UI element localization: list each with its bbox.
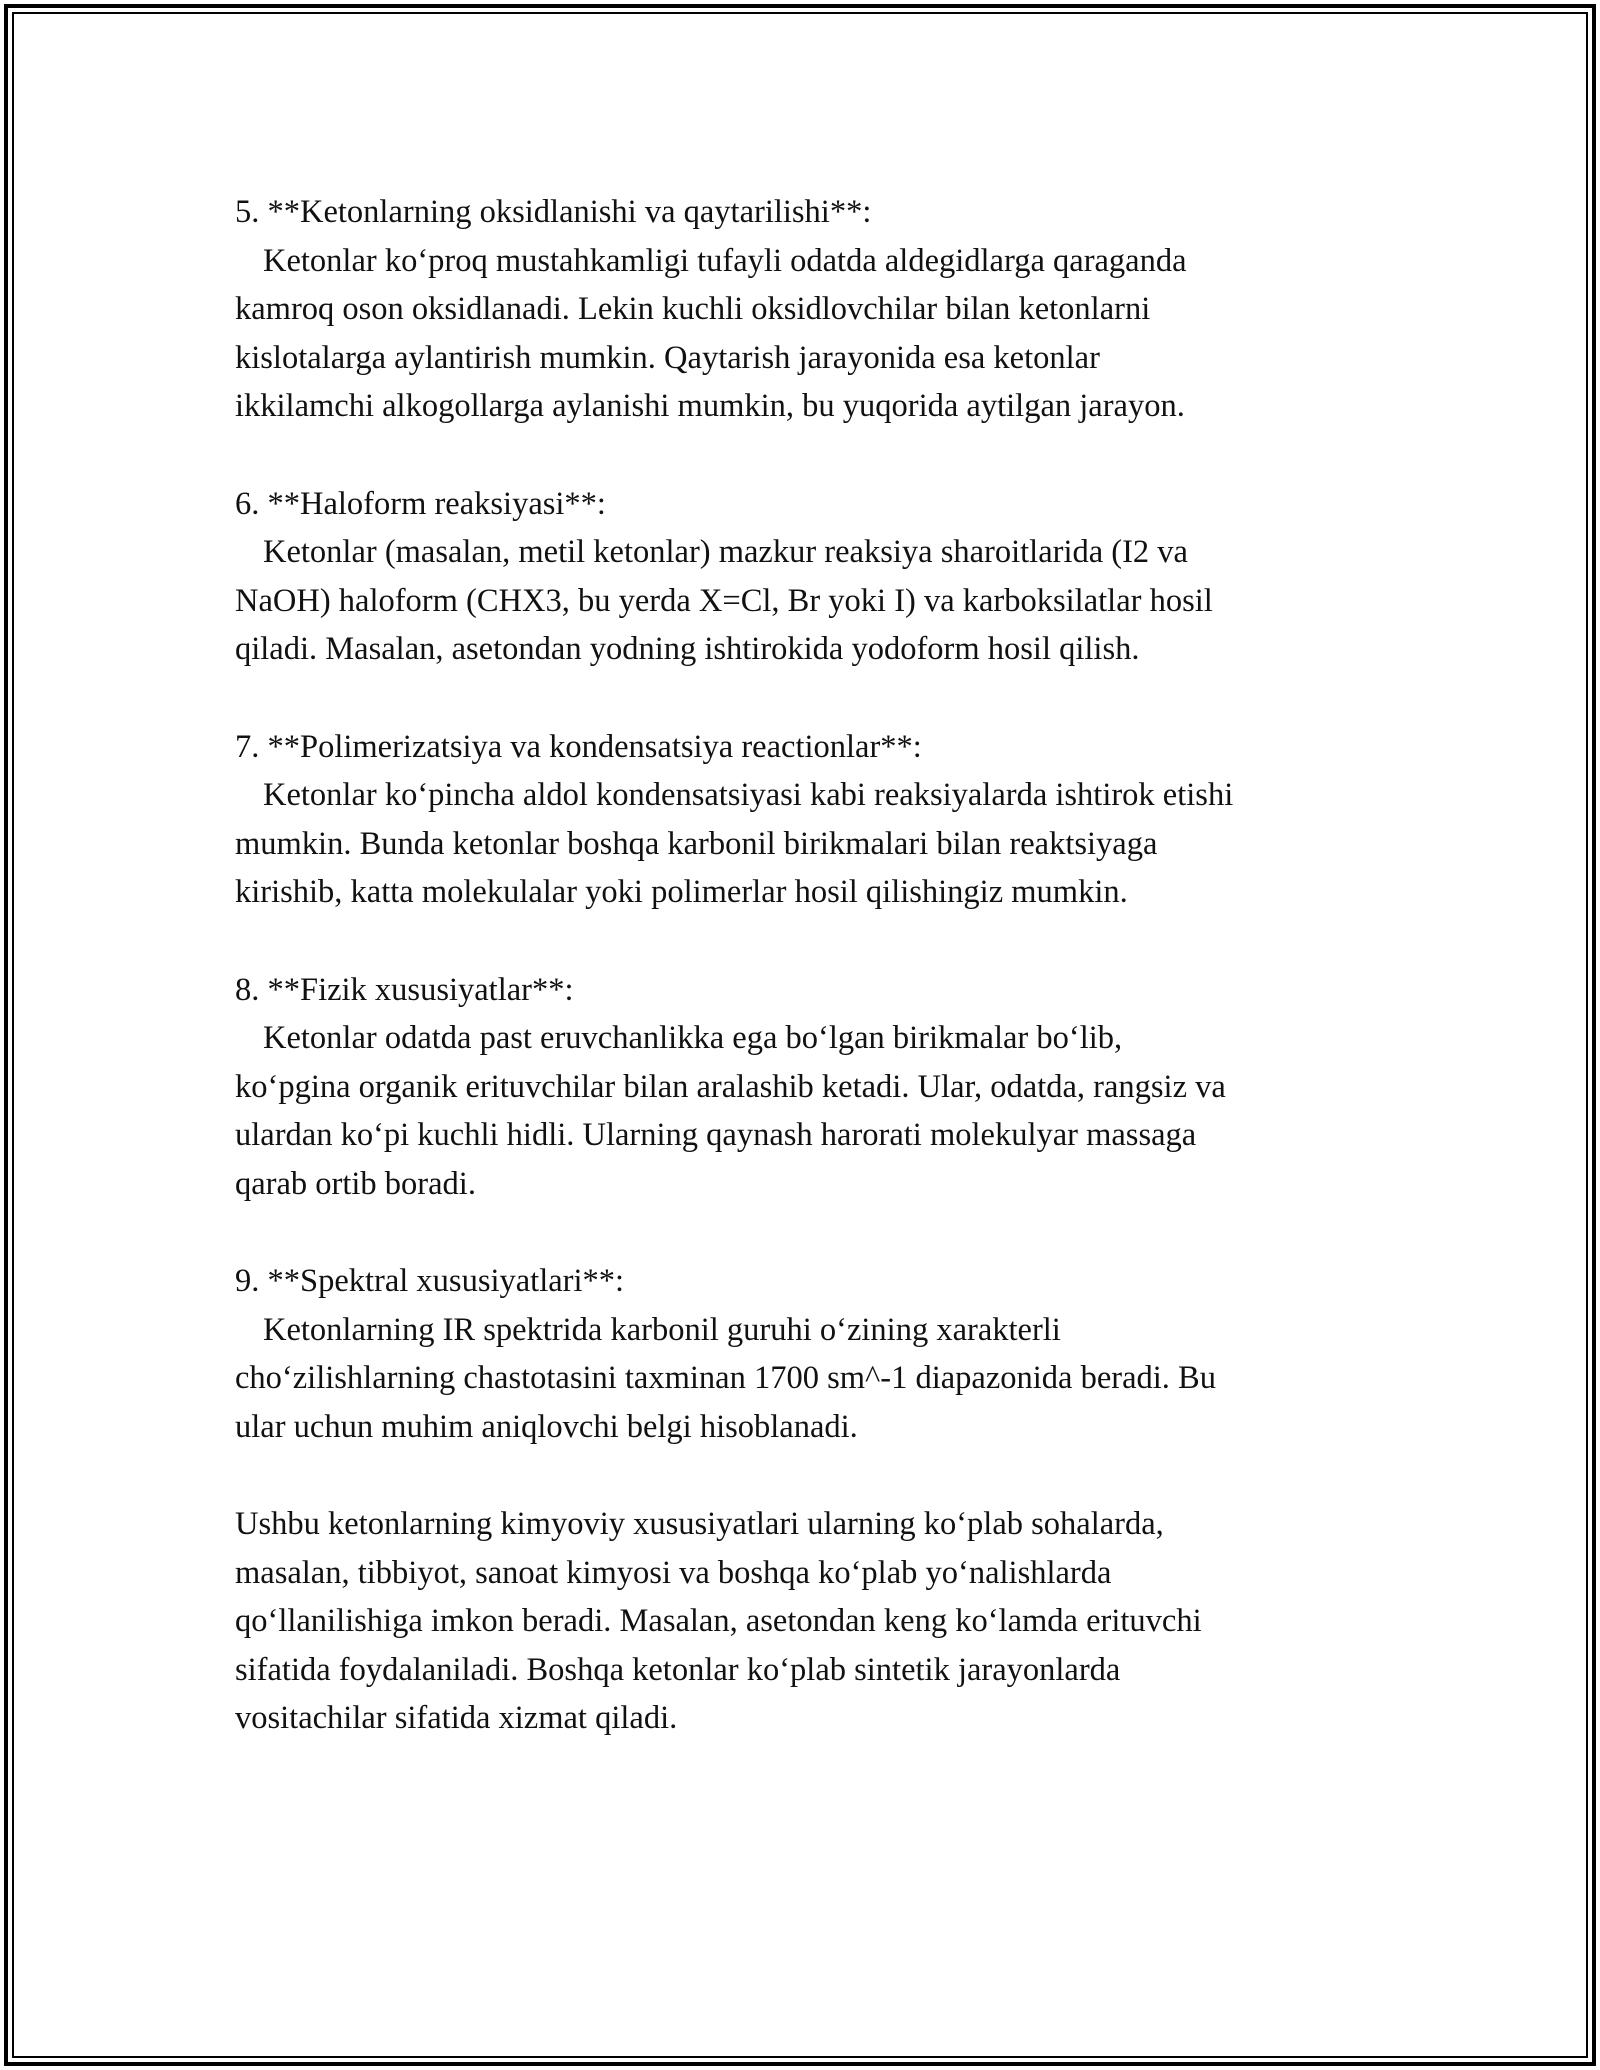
paragraph-line: Ketonlar (masalan, metil ketonlar) mazkur reaksiya sharoitlarida (I2 va [263,534,1188,571]
section-spectral-properties [235,1257,1365,1451]
section-polymerization-condensation [235,723,1365,917]
paragraph-line: ular uchun muhim aniqlovchi belgi hisoblanadi. [235,1408,858,1445]
paragraph-line: qarab ortib boradi. [235,1165,476,1202]
paragraph-line: cho‘zilishlarning chastotasini taxminan 1700 sm^-1 diapazonida beradi. Bu [235,1360,1216,1397]
paragraph-line: kamroq oson oksidlanadi. Lekin kuchli oksidlovchilar bilan ketonlarni [235,291,1151,328]
document-body [235,188,1365,1743]
paragraph-line: Ketonlar ko‘pincha aldol kondensatsiyasi kabi reaksiyalarda ishtirok etishi [263,777,1234,814]
section-heading: 7. **Polimerizatsiya va kondensatsiya reactionlar**: [235,728,922,765]
paragraph-line: qo‘llanilishiga imkon beradi. Masalan, asetondan keng ko‘lamda erituvchi [235,1603,1202,1640]
conclusion-paragraph [235,1500,1365,1743]
paragraph-line: Ketonlar ko‘proq mustahkamligi tufayli odatda aldegidlarga qaraganda [263,242,1187,279]
paragraph-line: ko‘pgina organik erituvchilar bilan aralashib ketadi. Ular, odatda, rangsiz va [235,1068,1226,1105]
section-physical-properties [235,966,1365,1209]
paragraph-line: NaOH) haloform (CHX3, bu yerda X=Cl, Br yoki I) va karboksilatlar hosil [235,582,1213,619]
paragraph-line: kislotalarga aylantirish mumkin. Qaytarish jarayonida esa ketonlar [235,339,1100,376]
paragraph-line: vositachilar sifatida xizmat qiladi. [235,1700,678,1737]
paragraph-line: Ketonlarning IR spektrida karbonil guruhi o‘zining xarakterli [263,1311,1061,1348]
section-heading: 6. **Haloform reaksiyasi**: [235,485,606,522]
paragraph-line: Ketonlar odatda past eruvchanlikka ega bo‘lgan birikmalar bo‘lib, [263,1020,1123,1057]
paragraph-line: sifatida foydalaniladi. Boshqa ketonlar ko‘plab sintetik jarayonlarda [235,1651,1121,1688]
section-haloform-reaction [235,480,1365,674]
paragraph-line: ikkilamchi alkogollarga aylanishi mumkin, bu yuqorida aytilgan jarayon. [235,388,1185,425]
paragraph-line: masalan, tibbiyot, sanoat kimyosi va boshqa ko‘plab yo‘nalishlarda [235,1554,1112,1591]
paragraph-line: ulardan ko‘pi kuchli hidli. Ularning qaynash harorati molekulyar massaga [235,1117,1197,1154]
paragraph-line: Ushbu ketonlarning kimyoviy xususiyatlari ularning ko‘plab sohalarda, [235,1506,1164,1543]
section-heading: 9. **Spektral xususiyatlari**: [235,1263,625,1300]
paragraph-line: kirishib, katta molekulalar yoki polimerlar hosil qilishingiz mumkin. [235,874,1128,911]
section-heading: 5. **Ketonlarning oksidlanishi va qaytarilishi**: [235,194,872,230]
section-ketone-oxidation-reduction [235,188,1365,431]
paragraph-line: mumkin. Bunda ketonlar boshqa karbonil birikmalari bilan reaktsiyaga [235,825,1158,862]
paragraph-line: qiladi. Masalan, asetondan yodning ishtirokida yodoform hosil qilish. [235,631,1140,668]
section-heading: 8. **Fizik xususiyatlar**: [235,971,574,1008]
